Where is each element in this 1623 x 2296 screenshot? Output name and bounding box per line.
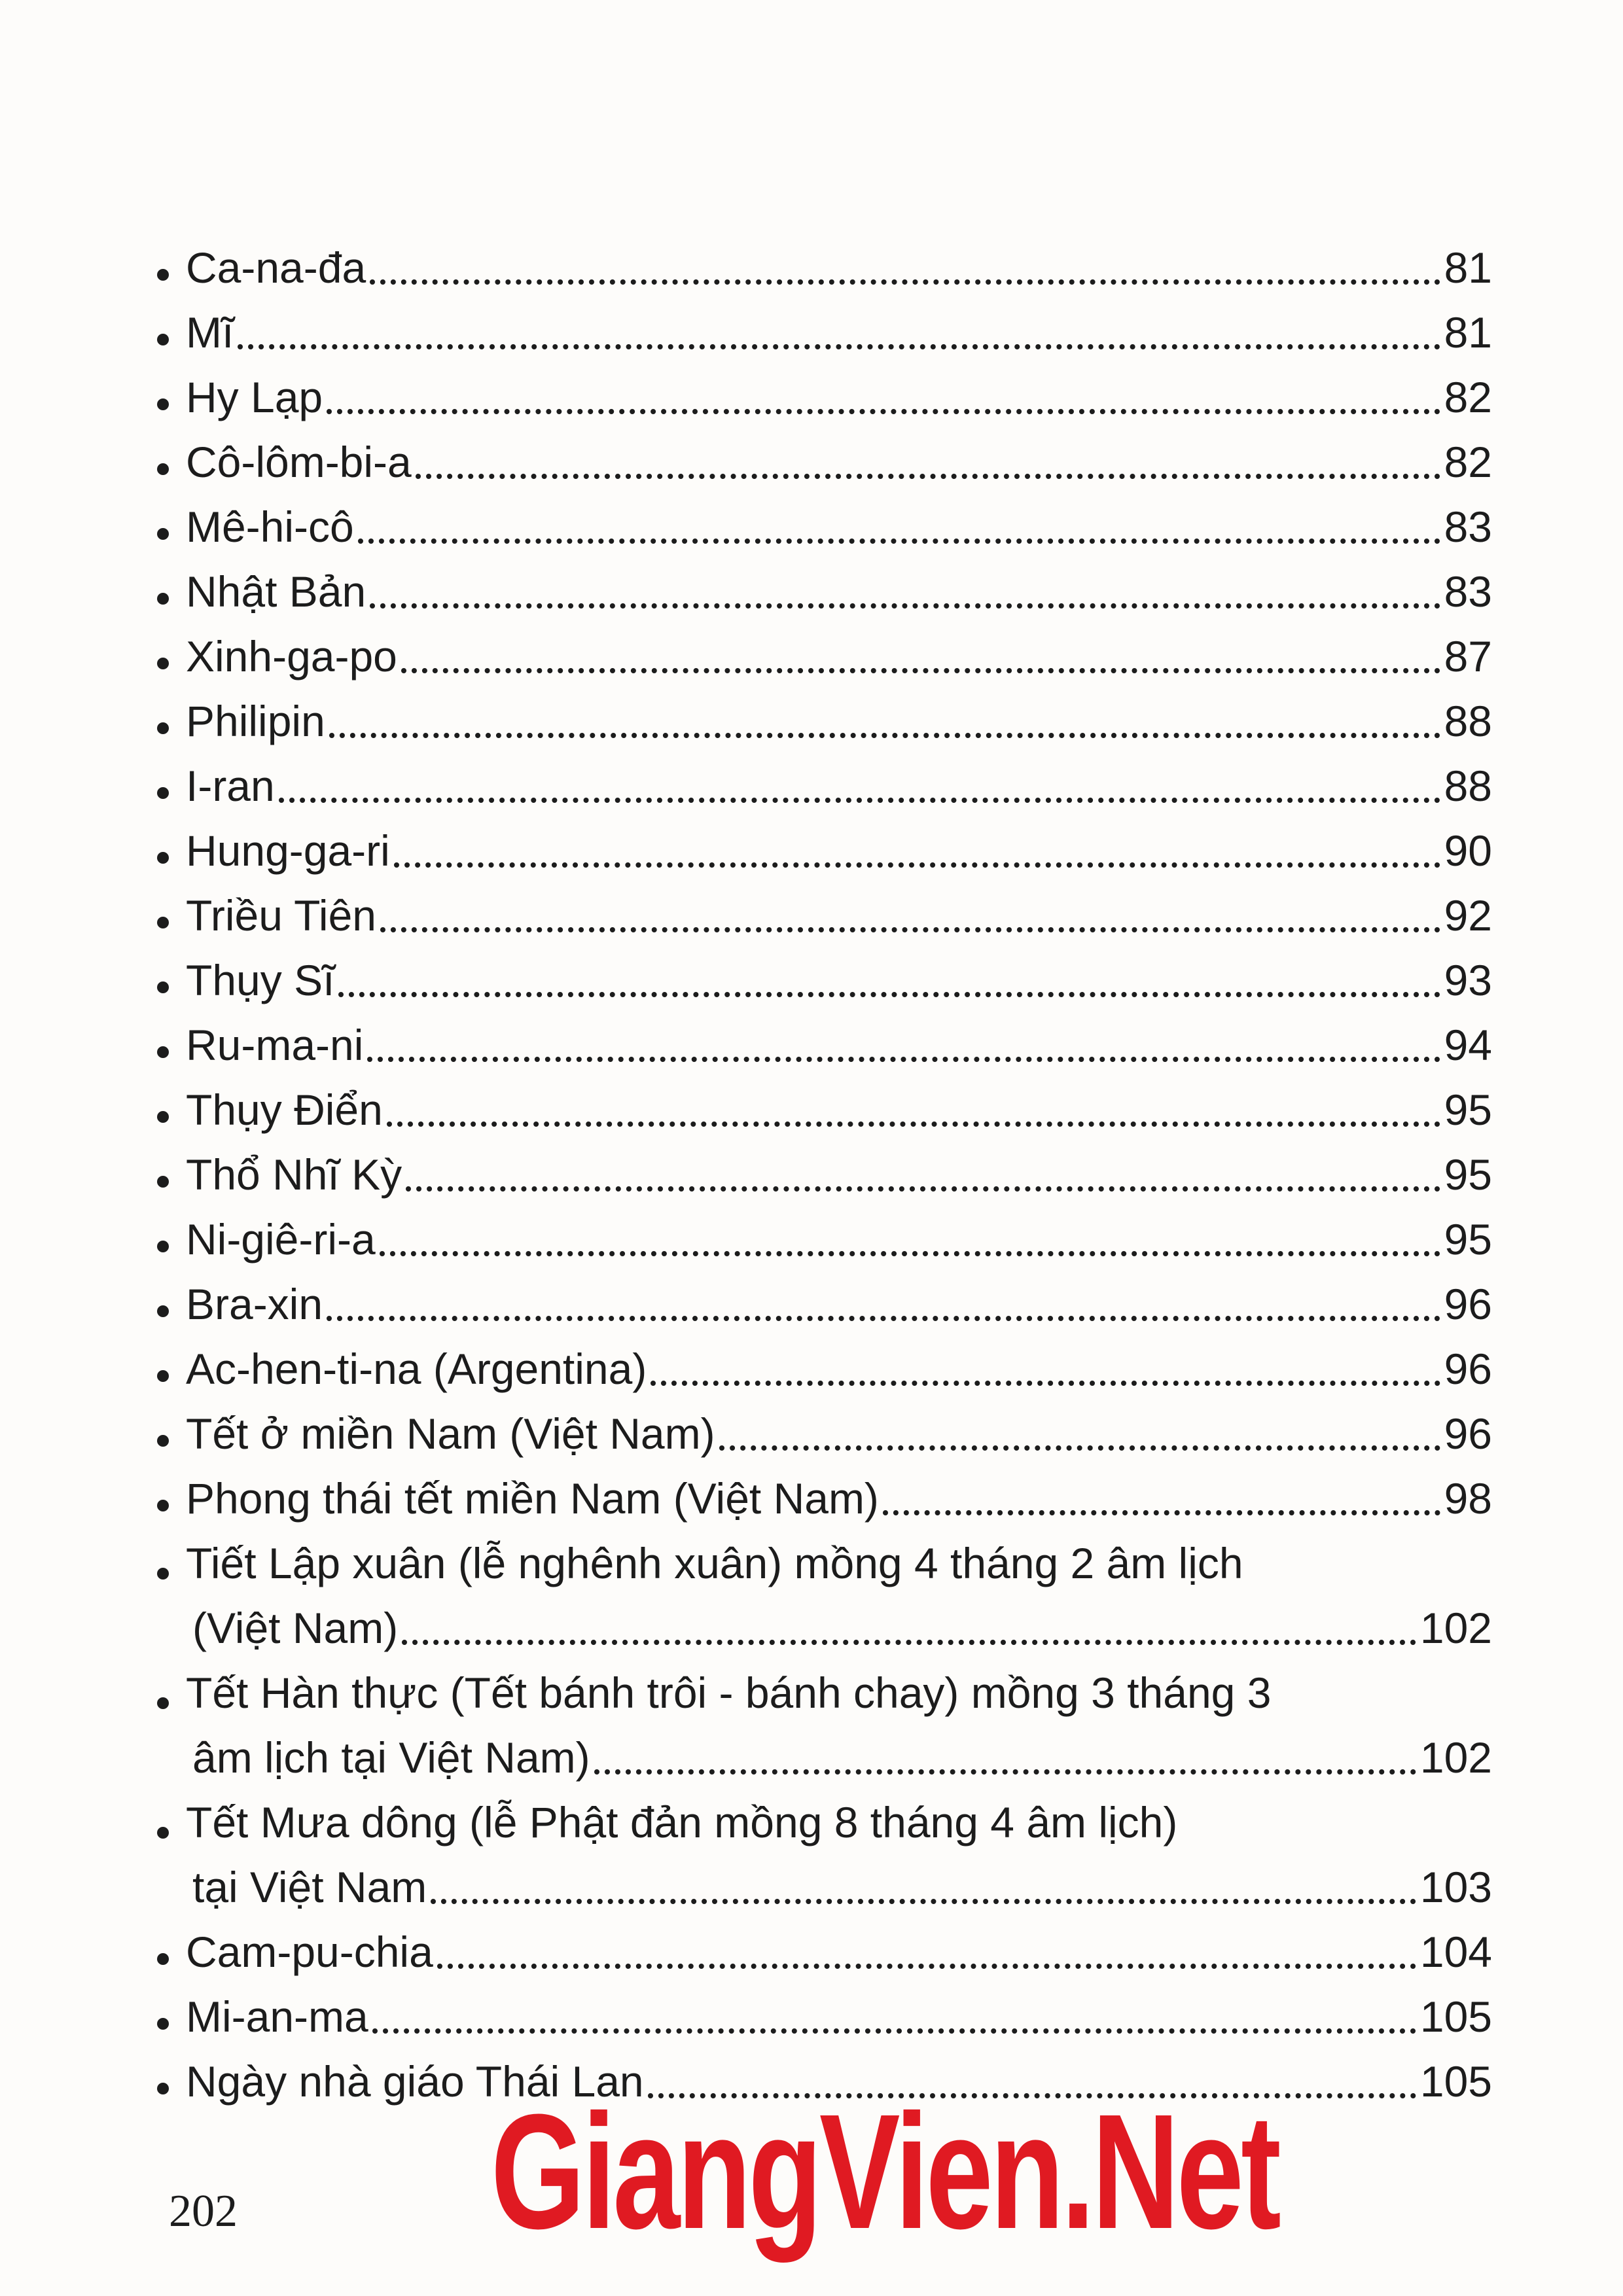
dot-leader — [338, 992, 1440, 997]
toc-entry-title: Cô-lôm-bi-a — [186, 438, 412, 486]
table-of-contents — [157, 236, 1492, 2114]
bullet-icon — [157, 1111, 169, 1123]
toc-entry-title: Tết Mưa dông (lễ Phật đản mồng 8 tháng 4 âm lịch) — [186, 1798, 1178, 1846]
toc-entry — [157, 1661, 1492, 1790]
toc-entry-page: 102 — [1419, 1733, 1492, 1782]
toc-entry-title: Ac-hen-ti-na (Argentina) — [186, 1345, 647, 1393]
toc-entry — [157, 236, 1492, 300]
toc-entry-page: 83 — [1444, 503, 1492, 551]
toc-entry-page: 82 — [1444, 373, 1492, 421]
toc-entry — [157, 495, 1492, 559]
dot-leader — [719, 1445, 1440, 1451]
dot-leader — [358, 539, 1440, 544]
bullet-icon — [157, 1827, 169, 1839]
bullet-icon — [157, 1370, 169, 1382]
toc-entry-title: Mi-an-ma — [186, 1992, 368, 2041]
toc-entry — [157, 1078, 1492, 1142]
toc-entry — [157, 1337, 1492, 1402]
dot-leader — [327, 1316, 1440, 1321]
dot-leader — [401, 668, 1440, 673]
toc-entry-page: 105 — [1419, 1992, 1492, 2041]
dot-leader — [437, 1964, 1416, 1969]
bullet-icon — [157, 722, 169, 734]
dot-leader — [402, 1640, 1416, 1645]
toc-entry-page: 93 — [1444, 956, 1492, 1004]
dot-leader — [651, 1381, 1440, 1386]
toc-entry — [157, 1272, 1492, 1337]
toc-entry — [157, 624, 1492, 689]
dot-leader — [279, 798, 1440, 803]
toc-entry-title: Philipin — [186, 697, 325, 745]
bullet-icon — [157, 658, 169, 669]
toc-entry-page: 95 — [1444, 1086, 1492, 1134]
toc-entry-title: Tiết Lập xuân (lễ nghênh xuân) mồng 4 tháng 2 âm lịch — [186, 1539, 1243, 1587]
toc-entry-title: Ni-giê-ri-a — [186, 1215, 376, 1263]
dot-leader — [406, 1186, 1440, 1192]
toc-entry-page: 90 — [1444, 826, 1492, 875]
toc-entry — [157, 948, 1492, 1013]
bullet-icon — [157, 852, 169, 864]
toc-entry-page: 102 — [1419, 1604, 1492, 1652]
bullet-icon — [157, 1305, 169, 1317]
bullet-icon — [157, 1568, 169, 1580]
toc-entry-page: 103 — [1419, 1863, 1492, 1911]
toc-entry-page: 88 — [1444, 697, 1492, 745]
toc-entry-title: Ngày nhà giáo Thái Lan — [186, 2057, 644, 2106]
bullet-icon — [157, 334, 169, 345]
bullet-icon — [157, 2083, 169, 2094]
toc-entry-page: 92 — [1444, 891, 1492, 940]
toc-entry — [157, 1985, 1492, 2049]
dot-leader — [372, 2028, 1416, 2034]
dot-leader — [370, 279, 1440, 285]
watermark-logo: GiangVien.Net — [491, 2080, 1279, 2263]
dot-leader — [416, 474, 1440, 479]
toc-entry-title: Hy Lạp — [186, 373, 323, 421]
bullet-icon — [157, 1953, 169, 1965]
bullet-icon — [157, 1500, 169, 1511]
toc-entry-title: Bra-xin — [186, 1280, 323, 1328]
bullet-icon — [157, 593, 169, 605]
bullet-icon — [157, 917, 169, 928]
toc-entry-title-continued: tại Việt Nam — [192, 1863, 427, 1911]
toc-entry — [157, 430, 1492, 495]
bullet-icon — [157, 1697, 169, 1709]
bullet-icon — [157, 463, 169, 475]
dot-leader — [394, 862, 1440, 868]
toc-entry-page: 87 — [1444, 632, 1492, 680]
toc-entry-title: Thụy Sĩ — [186, 956, 335, 1004]
dot-leader — [367, 1057, 1440, 1062]
toc-entry — [157, 300, 1492, 365]
toc-entry — [157, 1402, 1492, 1466]
toc-entry-title: Nhật Bản — [186, 567, 366, 616]
toc-entry-page: 83 — [1444, 567, 1492, 616]
toc-entry-title-continued: (Việt Nam) — [192, 1604, 399, 1652]
toc-entry-page: 98 — [1444, 1474, 1492, 1523]
toc-entry-title: Ca-na-đa — [186, 243, 366, 292]
toc-entry — [157, 1142, 1492, 1207]
toc-entry — [157, 1013, 1492, 1078]
page-number: 202 — [169, 2186, 238, 2236]
toc-entry — [157, 883, 1492, 948]
toc-entry — [157, 754, 1492, 819]
toc-entry-page: 95 — [1444, 1150, 1492, 1199]
toc-entry — [157, 819, 1492, 883]
toc-entry-page: 81 — [1444, 308, 1492, 357]
bullet-icon — [157, 269, 169, 281]
dot-leader — [329, 733, 1440, 738]
toc-entry — [157, 1207, 1492, 1272]
toc-entry — [157, 559, 1492, 624]
toc-entry-title: Thổ Nhĩ Kỳ — [186, 1150, 402, 1199]
toc-entry-page: 88 — [1444, 762, 1492, 810]
toc-entry-title-continued: âm lịch tại Việt Nam) — [192, 1733, 590, 1782]
dot-leader — [883, 1510, 1440, 1515]
toc-entry-page: 82 — [1444, 438, 1492, 486]
dot-leader — [594, 1769, 1416, 1775]
dot-leader — [387, 1122, 1440, 1127]
toc-entry-page: 96 — [1444, 1280, 1492, 1328]
bullet-icon — [157, 1435, 169, 1447]
toc-entry-page: 96 — [1444, 1409, 1492, 1458]
toc-entry-title: Mê-hi-cô — [186, 503, 354, 551]
toc-entry-title: Cam-pu-chia — [186, 1928, 433, 1976]
toc-entry-title: Hung-ga-ri — [186, 826, 390, 875]
bullet-icon — [157, 1046, 169, 1058]
toc-entry-title: Triều Tiên — [186, 891, 377, 940]
toc-entry — [157, 1466, 1492, 1531]
dot-leader — [380, 927, 1440, 932]
dot-leader — [327, 409, 1440, 414]
bullet-icon — [157, 398, 169, 410]
toc-entry-title: Xinh-ga-po — [186, 632, 397, 680]
toc-entry-title: Thụy Điển — [186, 1086, 383, 1134]
toc-entry-page: 81 — [1444, 243, 1492, 292]
dot-leader — [431, 1899, 1416, 1904]
bullet-icon — [157, 528, 169, 540]
toc-entry — [157, 365, 1492, 430]
toc-entry-title: Phong thái tết miền Nam (Việt Nam) — [186, 1474, 879, 1523]
toc-entry-page: 95 — [1444, 1215, 1492, 1263]
bullet-icon — [157, 787, 169, 799]
toc-entry-page: 94 — [1444, 1021, 1492, 1069]
dot-leader — [238, 344, 1440, 349]
toc-entry-title: Tết ở miền Nam (Việt Nam) — [186, 1409, 715, 1458]
toc-entry-title: Tết Hàn thực (Tết bánh trôi - bánh chay) mồng 3 tháng 3 — [186, 1669, 1272, 1717]
toc-entry-page: 96 — [1444, 1345, 1492, 1393]
dot-leader — [380, 1251, 1440, 1256]
toc-entry-title: Mĩ — [186, 308, 234, 357]
toc-entry-title: I-ran — [186, 762, 275, 810]
bullet-icon — [157, 1176, 169, 1188]
bullet-icon — [157, 981, 169, 993]
toc-entry — [157, 1790, 1492, 1920]
toc-entry — [157, 689, 1492, 754]
dot-leader — [370, 603, 1440, 609]
toc-entry-page: 104 — [1419, 1928, 1492, 1976]
toc-entry — [157, 1531, 1492, 1661]
toc-entry-page: 105 — [1419, 2057, 1492, 2106]
bullet-icon — [157, 1241, 169, 1252]
toc-entry — [157, 1920, 1492, 1985]
toc-entry-title: Ru-ma-ni — [186, 1021, 364, 1069]
bullet-icon — [157, 2018, 169, 2030]
